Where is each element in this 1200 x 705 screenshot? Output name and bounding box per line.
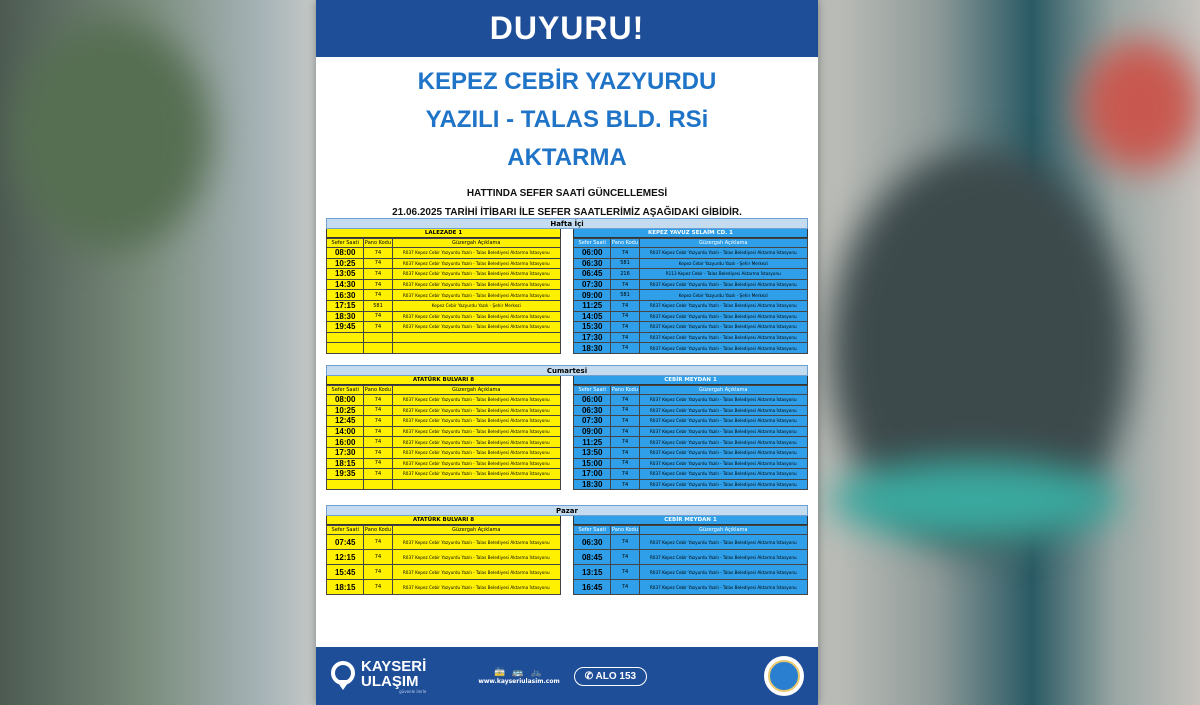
- departure-time: 19:45: [327, 322, 364, 333]
- table-row: [327, 279, 561, 290]
- departure-time: 17:30: [327, 447, 364, 458]
- departure-time: 06:30: [574, 535, 611, 550]
- pano-code: 74: [364, 322, 392, 333]
- route-description: R037 Kepez Cebir Yazyurdu Yazılı - Talas Belediyesi Aktarma İstasyonu: [392, 447, 560, 458]
- table-row: [574, 300, 808, 311]
- departure-time: 06:00: [574, 248, 611, 259]
- column-header: Sefer Saati: [327, 526, 364, 535]
- route-description: R037 Kepez Cebir Yazyurdu Yazılı - Talas Belediyesi Aktarma İstasyonu: [639, 311, 807, 322]
- table-row: [574, 469, 808, 480]
- pano-code: 74: [364, 550, 392, 565]
- alo-hotline-label: ALO 153: [595, 670, 637, 682]
- table-row: [327, 300, 561, 311]
- route-description: R037 Kepez Cebir Yazyurdu Yazılı - Talas Belediyesi Aktarma İstasyonu: [639, 447, 807, 458]
- pano-code: 74: [611, 580, 639, 595]
- departure-time: [327, 332, 364, 343]
- route-description: R037 Kepez Cebir Yazyurdu Yazılı - Talas Belediyesi Aktarma İstasyonu: [392, 311, 560, 322]
- table-row: [574, 458, 808, 469]
- schedule-section: [326, 218, 808, 354]
- departure-time: 16:30: [327, 290, 364, 301]
- table-row: [327, 437, 561, 448]
- column-header: Güzergah Açıklama: [392, 526, 560, 535]
- pano-code: 74: [364, 279, 392, 290]
- route-description: R037 Kepez Cebir Yazyurdu Yazılı - Talas Belediyesi Aktarma İstasyonu: [392, 248, 560, 259]
- departure-time: 08:00: [327, 248, 364, 259]
- right-stop-table: [573, 516, 808, 595]
- departure-time: 15:45: [327, 565, 364, 580]
- pano-code: 74: [611, 405, 639, 416]
- route-description: R037 Kepez Cebir Yazyurdu Yazılı - Talas Belediyesi Aktarma İstasyonu: [639, 437, 807, 448]
- departure-time: 13:50: [574, 447, 611, 458]
- pano-code: 74: [611, 343, 639, 354]
- pano-code: 74: [364, 311, 392, 322]
- website-link[interactable]: www.kayseriulasim.com: [478, 677, 560, 685]
- pano-code: 74: [364, 395, 392, 406]
- column-header: Güzergah Açıklama: [392, 239, 560, 248]
- brand-tagline: güvenle ilerle: [399, 688, 427, 694]
- route-description: R037 Kepez Cebir Yazyurdu Yazılı - Talas Belediyesi Aktarma İstasyonu: [639, 426, 807, 437]
- pano-code: 74: [611, 300, 639, 311]
- table-row: [327, 332, 561, 343]
- pano-code: 74: [364, 469, 392, 480]
- alo-hotline[interactable]: [574, 667, 647, 686]
- departure-time: 14:30: [327, 279, 364, 290]
- stop-name: CEBİR MEYDAN 1: [573, 516, 808, 525]
- route-description: [392, 343, 560, 354]
- departure-time: 14:05: [574, 311, 611, 322]
- stop-name: KEPEZ YAVUZ SELAİM CD. 1: [573, 229, 808, 238]
- route-description: R037 Kepez Cebir Yazyurdu Yazılı - Talas Belediyesi Aktarma İstasyonu: [392, 565, 560, 580]
- departure-time: [327, 479, 364, 490]
- table-row: [574, 405, 808, 416]
- municipality-seal-emblem: [768, 660, 800, 692]
- pano-code: 581: [611, 290, 639, 301]
- left-stop-table: [326, 516, 561, 595]
- table-row: [574, 332, 808, 343]
- departure-time: 08:00: [327, 395, 364, 406]
- brand-line-2: ULAŞIM: [361, 672, 419, 690]
- route-description: R113 Kepez Cebir - Talas Belediyesi Aktarma İstasyonu: [639, 269, 807, 280]
- pano-code: 74: [611, 416, 639, 427]
- route-description: R037 Kepez Cebir Yazyurdu Yazılı - Talas Belediyesi Aktarma İstasyonu: [392, 322, 560, 333]
- route-description: R037 Kepez Cebir Yazyurdu Yazılı - Talas Belediyesi Aktarma İstasyonu: [392, 580, 560, 595]
- pano-code: 74: [611, 469, 639, 480]
- route-description: R037 Kepez Cebir Yazyurdu Yazılı - Talas Belediyesi Aktarma İstasyonu: [392, 405, 560, 416]
- table-row: [574, 248, 808, 259]
- pano-code: 581: [364, 300, 392, 311]
- pano-code: 74: [364, 565, 392, 580]
- column-header: Pano Kodu: [611, 387, 639, 393]
- departure-time: 15:00: [574, 458, 611, 469]
- table-row: [574, 258, 808, 269]
- table-row: [327, 535, 561, 550]
- column-header: Sefer Saati: [574, 239, 611, 248]
- route-description: R037 Kepez Cebir Yazyurdu Yazılı - Talas Belediyesi Aktarma İstasyonu: [392, 290, 560, 301]
- municipality-seal: [764, 656, 804, 696]
- pano-code: 74: [611, 565, 639, 580]
- pano-code: 74: [611, 535, 639, 550]
- phone-icon: ✆: [584, 670, 594, 682]
- brand-line-1: KAYSERİ: [361, 657, 427, 675]
- table-row: [574, 416, 808, 427]
- column-header: Pano Kodu: [364, 387, 392, 393]
- pano-code: 74: [611, 395, 639, 406]
- table-row: [574, 426, 808, 437]
- route-description: R037 Kepez Cebir Yazyurdu Yazılı - Talas Belediyesi Aktarma İstasyonu: [392, 458, 560, 469]
- stop-name: CEBİR MEYDAN 1: [573, 376, 808, 385]
- transport-icons: [478, 668, 559, 678]
- footer-contact: [478, 668, 559, 685]
- departure-time: 17:00: [574, 469, 611, 480]
- route-description: R037 Kepez Cebir Yazyurdu Yazılı - Talas Belediyesi Aktarma İstasyonu: [639, 343, 807, 354]
- departure-time: 13:05: [327, 269, 364, 280]
- column-header: Pano Kodu: [364, 527, 392, 533]
- pano-code: 74: [364, 269, 392, 280]
- pano-code: 74: [611, 550, 639, 565]
- tram-icon: 🚋: [494, 667, 508, 678]
- route-description: R037 Kepez Cebir Yazyurdu Yazılı - Talas Belediyesi Aktarma İstasyonu: [392, 535, 560, 550]
- column-header: Pano Kodu: [364, 240, 392, 246]
- departure-time: 06:30: [574, 258, 611, 269]
- stop-name: ATATÜRK BULVARI 8: [326, 376, 561, 385]
- pano-code: 74: [364, 426, 392, 437]
- departure-time: 18:30: [574, 479, 611, 490]
- stop-name: ATATÜRK BULVARI 8: [326, 516, 561, 525]
- table-row: [327, 479, 561, 490]
- departure-time: 10:25: [327, 258, 364, 269]
- route-description: R037 Kepez Cebir Yazyurdu Yazılı - Talas Belediyesi Aktarma İstasyonu: [639, 416, 807, 427]
- route-description: [392, 332, 560, 343]
- subtitle-date: 21.06.2025 TARİHİ İTİBARI İLE SEFER SAATLERİMİZ AŞAĞIDAKİ GİBİDİR.: [392, 207, 742, 218]
- departure-time: 06:45: [574, 269, 611, 280]
- bg-sign-blur: [1080, 40, 1200, 170]
- location-pin-icon: [330, 661, 356, 691]
- route-description: R037 Kepez Cebir Yazyurdu Yazılı - Talas Belediyesi Aktarma İstasyonu: [392, 258, 560, 269]
- table-row: [327, 290, 561, 301]
- pano-code: 74: [611, 248, 639, 259]
- route-description: R037 Kepez Cebir Yazyurdu Yazılı - Talas Belediyesi Aktarma İstasyonu: [392, 416, 560, 427]
- route-description: Kepez Cebir Yazyurdu Yazılı - Şehir Merkezi: [392, 300, 560, 311]
- table-row: [574, 269, 808, 280]
- column-header: Sefer Saati: [327, 386, 364, 395]
- route-description: R037 Kepez Cebir Yazyurdu Yazılı - Talas Belediyesi Aktarma İstasyonu: [639, 322, 807, 333]
- departure-time: 08:45: [574, 550, 611, 565]
- table-row: [327, 248, 561, 259]
- column-header: Sefer Saati: [574, 386, 611, 395]
- departure-time: 07:30: [574, 416, 611, 427]
- departure-time: 16:00: [327, 437, 364, 448]
- right-stop-table: [573, 229, 808, 354]
- title-line-1: KEPEZ CEBİR YAZYURDU: [417, 68, 717, 95]
- kayseri-ulasim-logo: [330, 659, 426, 694]
- pano-code: 581: [611, 258, 639, 269]
- column-header: Pano Kodu: [611, 240, 639, 246]
- route-description: R037 Kepez Cebir Yazyurdu Yazılı - Talas Belediyesi Aktarma İstasyonu: [639, 535, 807, 550]
- section-title: Cumartesi: [326, 365, 808, 376]
- subtitle-update: HATTINDA SEFER SAATİ GÜNCELLEMESİ: [466, 188, 668, 199]
- pano-code: 216: [611, 269, 639, 280]
- schedule-section: [326, 365, 808, 490]
- departure-time: 19:35: [327, 469, 364, 480]
- table-row: [574, 565, 808, 580]
- route-description: R037 Kepez Cebir Yazyurdu Yazılı - Talas Belediyesi Aktarma İstasyonu: [392, 395, 560, 406]
- route-description: R037 Kepez Cebir Yazyurdu Yazılı - Talas Belediyesi Aktarma İstasyonu: [639, 550, 807, 565]
- departure-time: 10:25: [327, 405, 364, 416]
- bicycle-icon: 🚲: [530, 667, 544, 678]
- pano-code: 74: [364, 535, 392, 550]
- route-description: R037 Kepez Cebir Yazyurdu Yazılı - Talas Belediyesi Aktarma İstasyonu: [392, 426, 560, 437]
- stop-name: LALEZADE 1: [326, 229, 561, 238]
- bg-bus-stripe-blur: [830, 460, 1120, 540]
- table-row: [327, 469, 561, 480]
- table-row: [574, 479, 808, 490]
- column-header: Sefer Saati: [574, 526, 611, 535]
- table-row: [327, 580, 561, 595]
- departure-time: 06:00: [574, 395, 611, 406]
- table-row: [574, 535, 808, 550]
- pano-code: 74: [364, 290, 392, 301]
- table-row: [327, 258, 561, 269]
- table-row: [574, 447, 808, 458]
- route-description: R037 Kepez Cebir Yazyurdu Yazılı - Talas Belediyesi Aktarma İstasyonu: [639, 469, 807, 480]
- route-description: R037 Kepez Cebir Yazyurdu Yazılı - Talas Belediyesi Aktarma İstasyonu: [639, 565, 807, 580]
- departure-time: 09:00: [574, 426, 611, 437]
- right-stop-table: [573, 376, 808, 490]
- pano-code: 74: [364, 258, 392, 269]
- pano-code: 74: [611, 479, 639, 490]
- left-stop-table: [326, 376, 561, 490]
- footer: [316, 647, 818, 705]
- table-row: [327, 269, 561, 280]
- pano-code: 74: [611, 279, 639, 290]
- departure-time: [327, 343, 364, 354]
- route-description: [392, 479, 560, 490]
- table-row: [574, 311, 808, 322]
- route-description: R037 Kepez Cebir Yazyurdu Yazılı - Talas Belediyesi Aktarma İstasyonu: [639, 395, 807, 406]
- announcement-poster: [316, 0, 818, 705]
- departure-time: 18:15: [327, 580, 364, 595]
- departure-time: 11:25: [574, 437, 611, 448]
- table-row: [327, 458, 561, 469]
- table-row: [327, 395, 561, 406]
- pano-code: 74: [611, 437, 639, 448]
- departure-time: 06:30: [574, 405, 611, 416]
- table-row: [574, 580, 808, 595]
- departure-time: 13:15: [574, 565, 611, 580]
- table-row: [327, 447, 561, 458]
- section-title: Hafta İçi: [326, 218, 808, 229]
- pano-code: 74: [364, 447, 392, 458]
- departure-time: 17:30: [574, 332, 611, 343]
- pano-code: [364, 343, 392, 354]
- pano-code: [364, 479, 392, 490]
- pano-code: 74: [364, 437, 392, 448]
- pano-code: 74: [611, 322, 639, 333]
- table-row: [327, 405, 561, 416]
- title-line-2: YAZILI - TALAS BLD. RSi: [425, 106, 709, 133]
- departure-time: 18:30: [574, 343, 611, 354]
- route-description: R037 Kepez Cebir Yazyurdu Yazılı - Talas Belediyesi Aktarma İstasyonu: [639, 279, 807, 290]
- table-row: [574, 550, 808, 565]
- pano-code: 74: [611, 458, 639, 469]
- route-description: R037 Kepez Cebir Yazyurdu Yazılı - Talas Belediyesi Aktarma İstasyonu: [639, 300, 807, 311]
- table-row: [327, 343, 561, 354]
- route-description: R037 Kepez Cebir Yazyurdu Yazılı - Talas Belediyesi Aktarma İstasyonu: [639, 248, 807, 259]
- departure-time: 15:30: [574, 322, 611, 333]
- table-row: [574, 290, 808, 301]
- title-line-3: AKTARMA: [507, 144, 627, 171]
- table-row: [327, 426, 561, 437]
- route-description: R037 Kepez Cebir Yazyurdu Yazılı - Talas Belediyesi Aktarma İstasyonu: [639, 580, 807, 595]
- table-row: [327, 565, 561, 580]
- table-row: [574, 322, 808, 333]
- column-header: Pano Kodu: [611, 527, 639, 533]
- table-row: [327, 550, 561, 565]
- route-description: R037 Kepez Cebir Yazyurdu Yazılı - Talas Belediyesi Aktarma İstasyonu: [392, 279, 560, 290]
- departure-time: 12:15: [327, 550, 364, 565]
- route-description: R037 Kepez Cebir Yazyurdu Yazılı - Talas Belediyesi Aktarma İstasyonu: [639, 458, 807, 469]
- pano-code: 74: [364, 248, 392, 259]
- departure-time: 12:45: [327, 416, 364, 427]
- route-description: R037 Kepez Cebir Yazyurdu Yazılı - Talas Belediyesi Aktarma İstasyonu: [392, 469, 560, 480]
- table-row: [574, 343, 808, 354]
- departure-time: 14:00: [327, 426, 364, 437]
- departure-time: 16:45: [574, 580, 611, 595]
- route-description: R037 Kepez Cebir Yazyurdu Yazılı - Talas Belediyesi Aktarma İstasyonu: [392, 550, 560, 565]
- column-header: Güzergah Açıklama: [392, 386, 560, 395]
- table-row: [327, 322, 561, 333]
- departure-time: 18:30: [327, 311, 364, 322]
- departure-time: 17:15: [327, 300, 364, 311]
- pano-code: 74: [364, 580, 392, 595]
- column-header: Sefer Saati: [327, 239, 364, 248]
- bg-tree-blur: [10, 20, 210, 250]
- table-row: [327, 416, 561, 427]
- table-row: [574, 279, 808, 290]
- table-row: [574, 395, 808, 406]
- table-row: [574, 437, 808, 448]
- route-description: R037 Kepez Cebir Yazyurdu Yazılı - Talas Belediyesi Aktarma İstasyonu: [639, 332, 807, 343]
- route-description: R037 Kepez Cebir Yazyurdu Yazılı - Talas Belediyesi Aktarma İstasyonu: [392, 269, 560, 280]
- departure-time: 07:30: [574, 279, 611, 290]
- column-header: Güzergah Açıklama: [639, 239, 807, 248]
- departure-time: 11:25: [574, 300, 611, 311]
- pano-code: 74: [364, 458, 392, 469]
- bus-icon: 🚌: [512, 667, 526, 678]
- announcement-banner: DUYURU!: [316, 0, 818, 57]
- table-row: [327, 311, 561, 322]
- section-title: Pazar: [326, 505, 808, 516]
- column-header: Güzergah Açıklama: [639, 386, 807, 395]
- departure-time: 09:00: [574, 290, 611, 301]
- pano-code: 74: [364, 416, 392, 427]
- route-description: R037 Kepez Cebir Yazyurdu Yazılı - Talas Belediyesi Aktarma İstasyonu: [639, 479, 807, 490]
- schedule-section: [326, 505, 808, 595]
- pano-code: 74: [611, 311, 639, 322]
- route-description: Kepez Cebir Yazyurdu Yazılı - Şehir Merkezi: [639, 258, 807, 269]
- route-description: R037 Kepez Cebir Yazyurdu Yazılı - Talas Belediyesi Aktarma İstasyonu: [392, 437, 560, 448]
- departure-time: 18:15: [327, 458, 364, 469]
- pano-code: 74: [611, 447, 639, 458]
- route-description: Kepez Cebir Yazyurdu Yazılı - Şehir Merkezi: [639, 290, 807, 301]
- pano-code: 74: [611, 332, 639, 343]
- pano-code: 74: [364, 405, 392, 416]
- departure-time: 07:45: [327, 535, 364, 550]
- column-header: Güzergah Açıklama: [639, 526, 807, 535]
- pano-code: 74: [611, 426, 639, 437]
- pano-code: [364, 332, 392, 343]
- left-stop-table: [326, 229, 561, 354]
- route-description: R037 Kepez Cebir Yazyurdu Yazılı - Talas Belediyesi Aktarma İstasyonu: [639, 405, 807, 416]
